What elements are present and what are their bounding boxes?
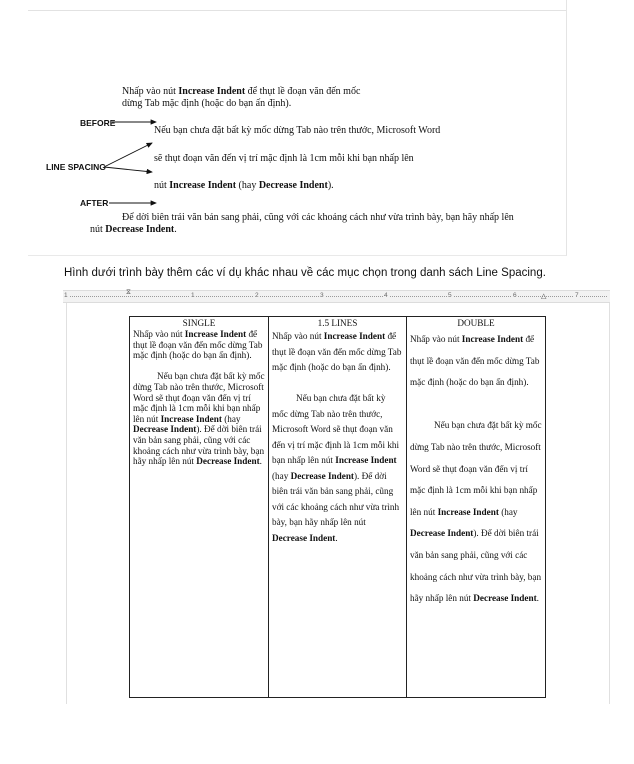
- arrow-spacing-down: [104, 167, 152, 172]
- table-row: [130, 329, 546, 698]
- single-paragraph-1: Nhấp vào nút Increase Indent để thụt lề đoạn văn đến mốc dừng Tab mặc định (hoặc do bạn ấn định).: [133, 329, 263, 361]
- ruler-number: 4: [384, 292, 388, 299]
- onehalf-paragraph-2: Nếu bạn chưa đặt bất kỳ mốc dừng Tab nào trên thước, Microsoft Word sẽ thụt đoạn văn đến vị trí mặc định là 1cm mỗi khi bạn nhấp lên nút Increase Indent (hay Decrease Indent). Để dời biên trái văn bản sang phải, cũng với các khoảng cách như vừa trình bày, bạn hãy nhấp lên nút Decrease Indent.: [272, 393, 400, 543]
- header-double: DOUBLE: [407, 317, 546, 330]
- annotation-arrows: [0, 0, 634, 260]
- horizontal-ruler[interactable]: [63, 290, 610, 303]
- header-1-5-lines: 1.5 LINES: [269, 317, 407, 330]
- cell-single[interactable]: [130, 329, 269, 698]
- indent-marker-icon[interactable]: ⧖: [126, 289, 131, 296]
- example-line-1: Nhấp vào nút Increase Indent để thụt lề đoạn văn đến mốc: [122, 86, 361, 97]
- cell-1-5-lines[interactable]: [269, 329, 407, 698]
- ruler-ticks: [66, 296, 607, 297]
- ruler-number: 6: [513, 292, 517, 299]
- ruler-number: 7: [575, 292, 579, 299]
- ruler-number: 5: [448, 292, 452, 299]
- ruler-number: 2: [255, 292, 259, 299]
- label-before: BEFORE: [80, 118, 116, 128]
- onehalf-paragraph-1: Nhấp vào nút Increase Indent để thụt lề đoạn văn đến mốc dừng Tab mặc định (hoặc do bạn ấn định).: [272, 331, 402, 372]
- label-after: AFTER: [80, 198, 109, 208]
- example-line-3: Nếu bạn chưa đặt bất kỳ mốc dừng Tab nào trên thước, Microsoft Word: [154, 125, 441, 136]
- ruler-number: 1: [64, 292, 68, 299]
- label-line-spacing: LINE SPACING: [46, 162, 106, 172]
- example-line-7: nút Decrease Indent.: [90, 224, 177, 235]
- single-paragraph-2: Nếu bạn chưa đặt bất kỳ mốc dừng Tab nào trên thước, Microsoft Word sẽ thụt đoạn văn đến vị trí mặc định là 1cm mỗi khi bạn nhấp lên nút Increase Indent (hay Decrease Indent). Để dời biên trái văn bản sang phải, cũng với các khoảng cách như vừa trình bày, bạn hãy nhấp lên nút Decrease Indent.: [133, 371, 265, 467]
- ruler-number: 3: [320, 292, 324, 299]
- arrow-spacing-up: [104, 143, 152, 167]
- cell-double[interactable]: [407, 329, 546, 698]
- example-line-2: dừng Tab mặc định (hoặc do bạn ấn định).: [122, 98, 292, 109]
- line-spacing-comparison-table: [129, 316, 546, 698]
- example-line-4: sẽ thụt đoạn văn đến vị trí mặc định là 1cm mỗi khi bạn nhấp lên: [154, 153, 414, 164]
- right-indent-marker-icon[interactable]: △: [541, 293, 547, 300]
- table-header-row: [130, 317, 546, 330]
- header-single: SINGLE: [130, 317, 269, 330]
- double-paragraph-2: Nếu bạn chưa đặt bất kỳ mốc dừng Tab nào trên thước, Microsoft Word sẽ thụt đoạn văn đến vị trí mặc định là 1cm mỗi khi bạn nhấp lên nút Increase Indent (hay Decrease Indent). Để dời biên trái văn bản sang phải, cũng với các khoảng cách như vừa trình bày, bạn hãy nhấp lên nút Decrease Indent.: [410, 420, 542, 604]
- example-line-5: nút Increase Indent (hay Decrease Indent).: [154, 180, 334, 191]
- example-line-6: Để dời biên trái văn bản sang phải, cũng với các khoảng cách như vừa trình bày, bạn hãy nhấp lên: [122, 212, 514, 223]
- caption: Hình dưới trình bày thêm các ví dụ khác nhau về các mục chọn trong danh sách Line Spacing.: [64, 267, 546, 279]
- ruler-number: 1: [191, 292, 195, 299]
- double-paragraph-1: Nhấp vào nút Increase Indent để thụt lề đoạn văn đến mốc dừng Tab mặc định (hoặc do bạn ấn định).: [410, 334, 540, 388]
